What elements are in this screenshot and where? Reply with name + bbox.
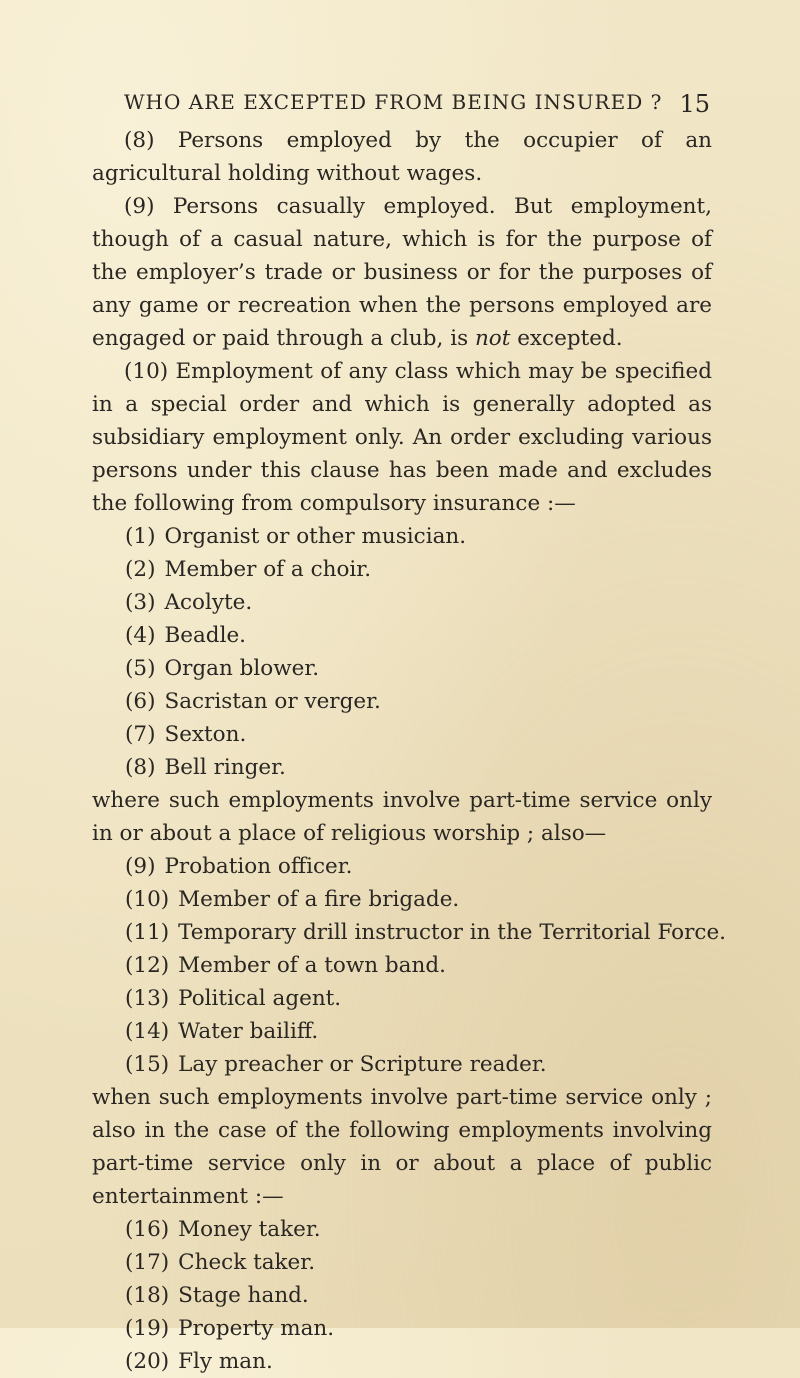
list-item-text: Organ blower.	[164, 656, 320, 681]
list-item-text: Organist or other musician.	[164, 524, 467, 549]
list-item	[92, 619, 712, 652]
list-item	[92, 685, 712, 718]
religious-worship-clause: where such employments involve part-time service only in or about a place of religious worship ; also—	[92, 788, 712, 846]
list-item-number: (2)	[125, 557, 156, 582]
list-item-text: Stage hand.	[178, 1283, 309, 1308]
list-item-number: (6)	[125, 689, 156, 714]
list-item-text: Lay preacher or Scripture reader.	[178, 1052, 547, 1077]
list-item-text: Sacristan or verger.	[164, 689, 381, 714]
list-item-text: Fly man.	[178, 1349, 273, 1374]
paragraph-10: (10) Employment of any class which may be specified in a special order and which is generally adopted as subsidiary employment only. An order excluding various persons under this clause has been made and excludes the following from compulsory insurance :—	[92, 359, 712, 516]
list-item	[92, 1015, 712, 1048]
list-item-number: (3)	[125, 590, 156, 615]
list-item-number: (13)	[125, 986, 170, 1011]
paragraph-9-tail: excepted.	[510, 326, 623, 351]
list-item-number: (14)	[125, 1019, 170, 1044]
list-item-number: (1)	[125, 524, 156, 549]
body-text	[92, 124, 727, 1378]
list-item	[92, 850, 712, 883]
list-item	[92, 949, 712, 982]
paragraph-9	[92, 190, 712, 355]
list-item	[92, 553, 712, 586]
list-item	[92, 916, 727, 949]
paragraph-9-emphasis: not	[474, 326, 511, 351]
list-item-text: Water bailiff.	[178, 1019, 319, 1044]
religious-employments-list	[92, 520, 712, 784]
list-item-text: Bell ringer.	[164, 755, 286, 780]
list-item-text: Member of a town band.	[178, 953, 446, 978]
list-item	[92, 1312, 712, 1345]
list-item-text: Property man.	[178, 1316, 335, 1341]
list-item-text: Member of a choir.	[164, 557, 372, 582]
list-item-number: (10)	[125, 887, 170, 912]
list-item-text: Probation officer.	[164, 854, 353, 879]
list-item	[92, 751, 712, 784]
list-item	[92, 883, 712, 916]
list-item	[92, 520, 712, 553]
list-item-number: (7)	[125, 722, 156, 747]
paragraph-8: (8) Persons employed by the occupier of an agricultural holding without wages.	[92, 128, 712, 186]
list-item-number: (11)	[125, 920, 170, 945]
list-item-text: Sexton.	[164, 722, 247, 747]
part-time-clause: when such employments involve part-time service only ; also in the case of the following employments involving part-time service only in or about a place of public entertainment :—	[92, 1085, 712, 1209]
list-item-number: (8)	[125, 755, 156, 780]
list-item	[92, 1246, 712, 1279]
part-time-employments-list	[92, 850, 727, 1081]
list-item	[92, 652, 712, 685]
list-item-text: Acolyte.	[164, 590, 253, 615]
list-item-number: (19)	[125, 1316, 170, 1341]
list-item-number: (15)	[125, 1052, 170, 1077]
list-item-number: (4)	[125, 623, 156, 648]
list-item	[92, 586, 712, 619]
list-item	[92, 1345, 712, 1378]
list-item	[92, 1279, 712, 1312]
list-item	[92, 1213, 712, 1246]
list-item-text: Political agent.	[178, 986, 342, 1011]
list-item-number: (9)	[125, 854, 156, 879]
list-item-number: (20)	[125, 1349, 170, 1374]
list-item-number: (16)	[125, 1217, 170, 1242]
list-item-number: (12)	[125, 953, 170, 978]
list-item-text: Check taker.	[178, 1250, 316, 1275]
list-item-number: (18)	[125, 1283, 170, 1308]
running-head-title: WHO ARE EXCEPTED FROM BEING INSURED ?	[124, 90, 663, 114]
list-item	[92, 718, 712, 751]
list-item	[92, 1048, 712, 1081]
list-item	[92, 982, 712, 1015]
list-item-text: Member of a fire brigade.	[178, 887, 460, 912]
entertainment-employments-list	[92, 1213, 712, 1378]
list-item-number: (17)	[125, 1250, 170, 1275]
list-item-text: Temporary drill instructor in the Territorial Force.	[178, 920, 727, 945]
running-head	[124, 90, 710, 120]
page-number: 15	[679, 90, 710, 118]
list-item-text: Money taker.	[178, 1217, 321, 1242]
paragraph-9-text: (9) Persons casually employed. But employment, though of a casual nature, which is for the purpose of the employer’s trade or business or for the purposes of any game or recreation when the persons employed are engaged or paid through a club, is	[92, 194, 712, 351]
list-item-number: (5)	[125, 656, 156, 681]
list-item-text: Beadle.	[164, 623, 247, 648]
